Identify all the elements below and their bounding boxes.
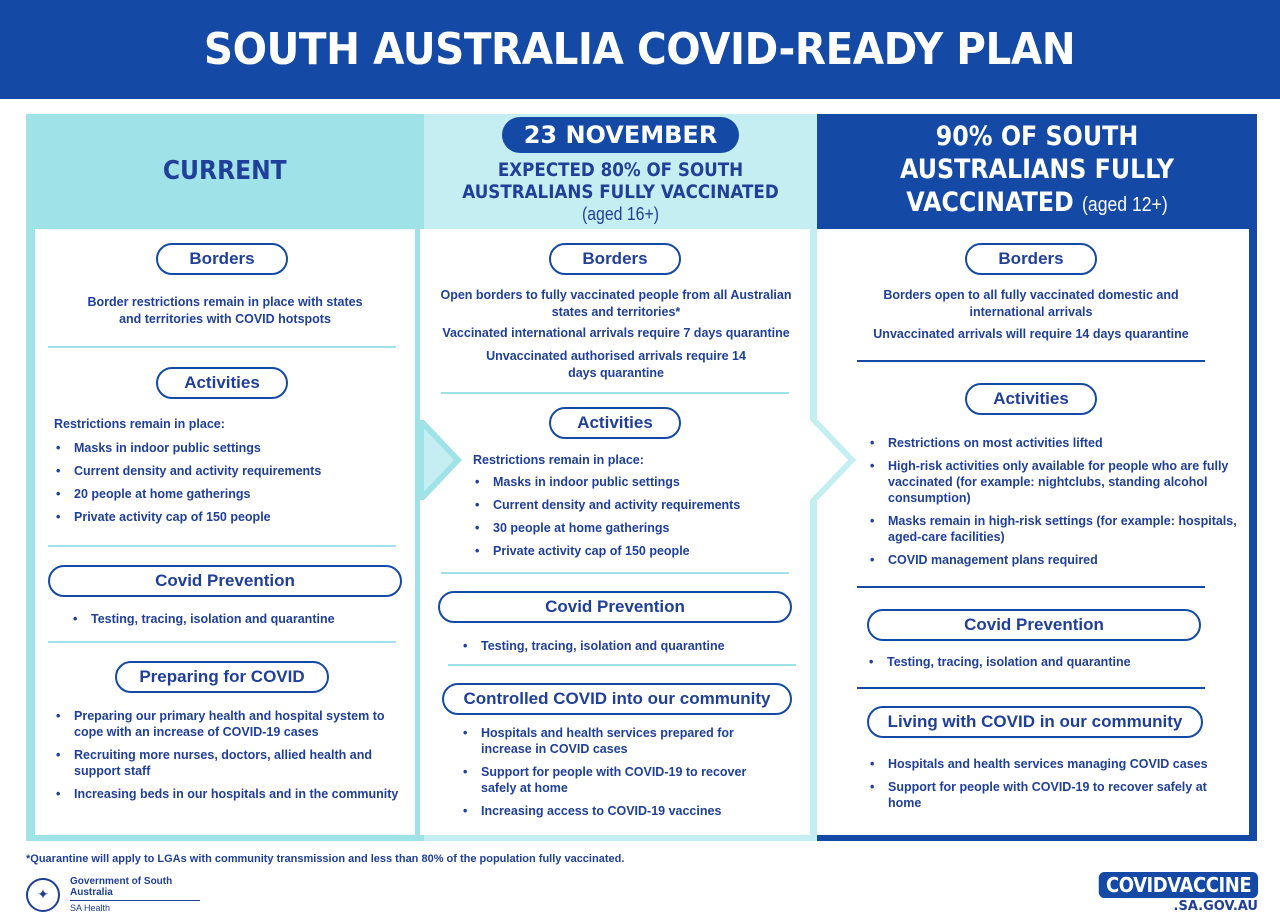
november-activities-intro: Restrictions remain in place: bbox=[473, 453, 644, 467]
november-borders-text-2: Vaccinated international arrivals require 7 days quarantine bbox=[442, 326, 790, 340]
november-borders-text-1: Open borders to fully vaccinated people from all Australian states and territories* bbox=[440, 288, 792, 319]
department-name: SA Health bbox=[70, 903, 111, 913]
ninety-activities-pill: Activities bbox=[965, 383, 1097, 415]
current-preparing-pill: Preparing for COVID bbox=[115, 661, 329, 693]
ninety-heading: 90% OF SOUTH AUSTRALIANS FULLY VACCINATED (aged 12+) bbox=[900, 121, 1174, 218]
november-prevention-list bbox=[461, 638, 791, 661]
divider bbox=[441, 392, 789, 394]
divider bbox=[857, 586, 1205, 588]
logo-url-text: .SA.GOV.AU bbox=[1173, 899, 1258, 914]
ninety-living-list bbox=[868, 756, 1238, 818]
divider bbox=[448, 664, 796, 666]
current-prevention-pill: Covid Prevention bbox=[48, 565, 402, 597]
list-item: • Hospitals and health services prepared for increase in COVID cases bbox=[461, 725, 781, 757]
november-date-badge: 23 NOVEMBER bbox=[502, 117, 740, 153]
logo-main-text: COVIDVACCINE bbox=[1098, 872, 1258, 898]
divider bbox=[48, 346, 396, 348]
divider bbox=[857, 687, 1205, 689]
list-item: • Private activity cap of 150 people bbox=[54, 509, 399, 525]
list-item: • Increasing beds in our hospitals and in the community bbox=[54, 786, 404, 802]
list-item: • Preparing our primary health and hospital system to cope with an increase of COVID-19 cases bbox=[54, 708, 404, 740]
list-item: • Masks in indoor public settings bbox=[473, 474, 803, 490]
crest-icon: ✦ bbox=[26, 878, 60, 912]
list-item: • COVID management plans required bbox=[868, 552, 1243, 568]
list-item: • Restrictions on most activities lifted bbox=[868, 435, 1243, 451]
list-item: • 30 people at home gatherings bbox=[473, 520, 803, 536]
ninety-borders-text-2: Unvaccinated arrivals will require 14 days quarantine bbox=[873, 327, 1189, 341]
list-item: • Support for people with COVID-19 to recover safely at home bbox=[461, 764, 781, 796]
current-prevention-list bbox=[71, 611, 401, 634]
government-name: Government of South Australia bbox=[70, 876, 200, 901]
list-item: • 20 people at home gatherings bbox=[54, 486, 399, 502]
list-item: • Masks in indoor public settings bbox=[54, 440, 399, 456]
current-preparing-list bbox=[54, 708, 404, 809]
list-item: • Testing, tracing, isolation and quarantine bbox=[867, 654, 1207, 670]
november-activities-list bbox=[473, 474, 803, 566]
divider bbox=[48, 641, 396, 643]
divider bbox=[441, 572, 789, 574]
ninety-living-pill: Living with COVID in our community bbox=[867, 706, 1203, 738]
current-borders-text: Border restrictions remain in place with states and territories with COVID hotspots bbox=[87, 295, 363, 326]
list-item: • Hospitals and health services managing COVID cases bbox=[868, 756, 1238, 772]
list-item: • Recruiting more nurses, doctors, allied health and support staff bbox=[54, 747, 404, 779]
ninety-prevention-pill: Covid Prevention bbox=[867, 609, 1201, 641]
ninety-borders-text-1: Borders open to all fully vaccinated domestic and international arrivals bbox=[883, 288, 1179, 319]
list-item: • Increasing access to COVID-19 vaccines bbox=[461, 803, 781, 819]
november-controlled-pill: Controlled COVID into our community bbox=[442, 683, 792, 715]
november-borders-pill: Borders bbox=[549, 243, 681, 275]
ninety-borders-pill: Borders bbox=[965, 243, 1097, 275]
current-heading: CURRENT bbox=[163, 156, 287, 186]
current-activities-intro: Restrictions remain in place: bbox=[54, 417, 225, 431]
government-logo bbox=[26, 876, 200, 913]
list-item: • Support for people with COVID-19 to recover safely at home bbox=[868, 779, 1238, 811]
november-borders-text-3: Unvaccinated authorised arrivals require 14 days quarantine bbox=[486, 349, 746, 380]
ninety-prevention-list bbox=[867, 654, 1207, 677]
ninety-activities-list bbox=[868, 435, 1243, 575]
divider bbox=[857, 360, 1205, 362]
list-item: • Masks remain in high-risk settings (for example: hospitals, aged-care facilities) bbox=[868, 513, 1243, 545]
list-item: • Current density and activity requirements bbox=[54, 463, 399, 479]
covid-vaccine-logo bbox=[1081, 872, 1258, 914]
list-item: • Current density and activity requirements bbox=[473, 497, 803, 513]
list-item: • Private activity cap of 150 people bbox=[473, 543, 803, 559]
divider bbox=[48, 545, 396, 547]
november-subheading: EXPECTED 80% OF SOUTH AUSTRALIANS FULLY VACCINATED (aged 16+) bbox=[462, 159, 779, 224]
current-activities-list bbox=[54, 440, 399, 532]
november-prevention-pill: Covid Prevention bbox=[438, 591, 792, 623]
current-activities-pill: Activities bbox=[156, 367, 288, 399]
list-item: • Testing, tracing, isolation and quarantine bbox=[461, 638, 791, 654]
list-item: • Testing, tracing, isolation and quarantine bbox=[71, 611, 401, 627]
list-item: • High-risk activities only available for people who are fully vaccinated (for example: nightclubs, standing alcohol consumption) bbox=[868, 458, 1243, 506]
footnote: *Quarantine will apply to LGAs with community transmission and less than 80% of the population fully vaccinated. bbox=[26, 853, 625, 865]
november-activities-pill: Activities bbox=[549, 407, 681, 439]
current-borders-pill: Borders bbox=[156, 243, 288, 275]
november-controlled-list bbox=[461, 725, 781, 826]
page-title: SOUTH AUSTRALIA COVID-READY PLAN bbox=[204, 24, 1076, 75]
